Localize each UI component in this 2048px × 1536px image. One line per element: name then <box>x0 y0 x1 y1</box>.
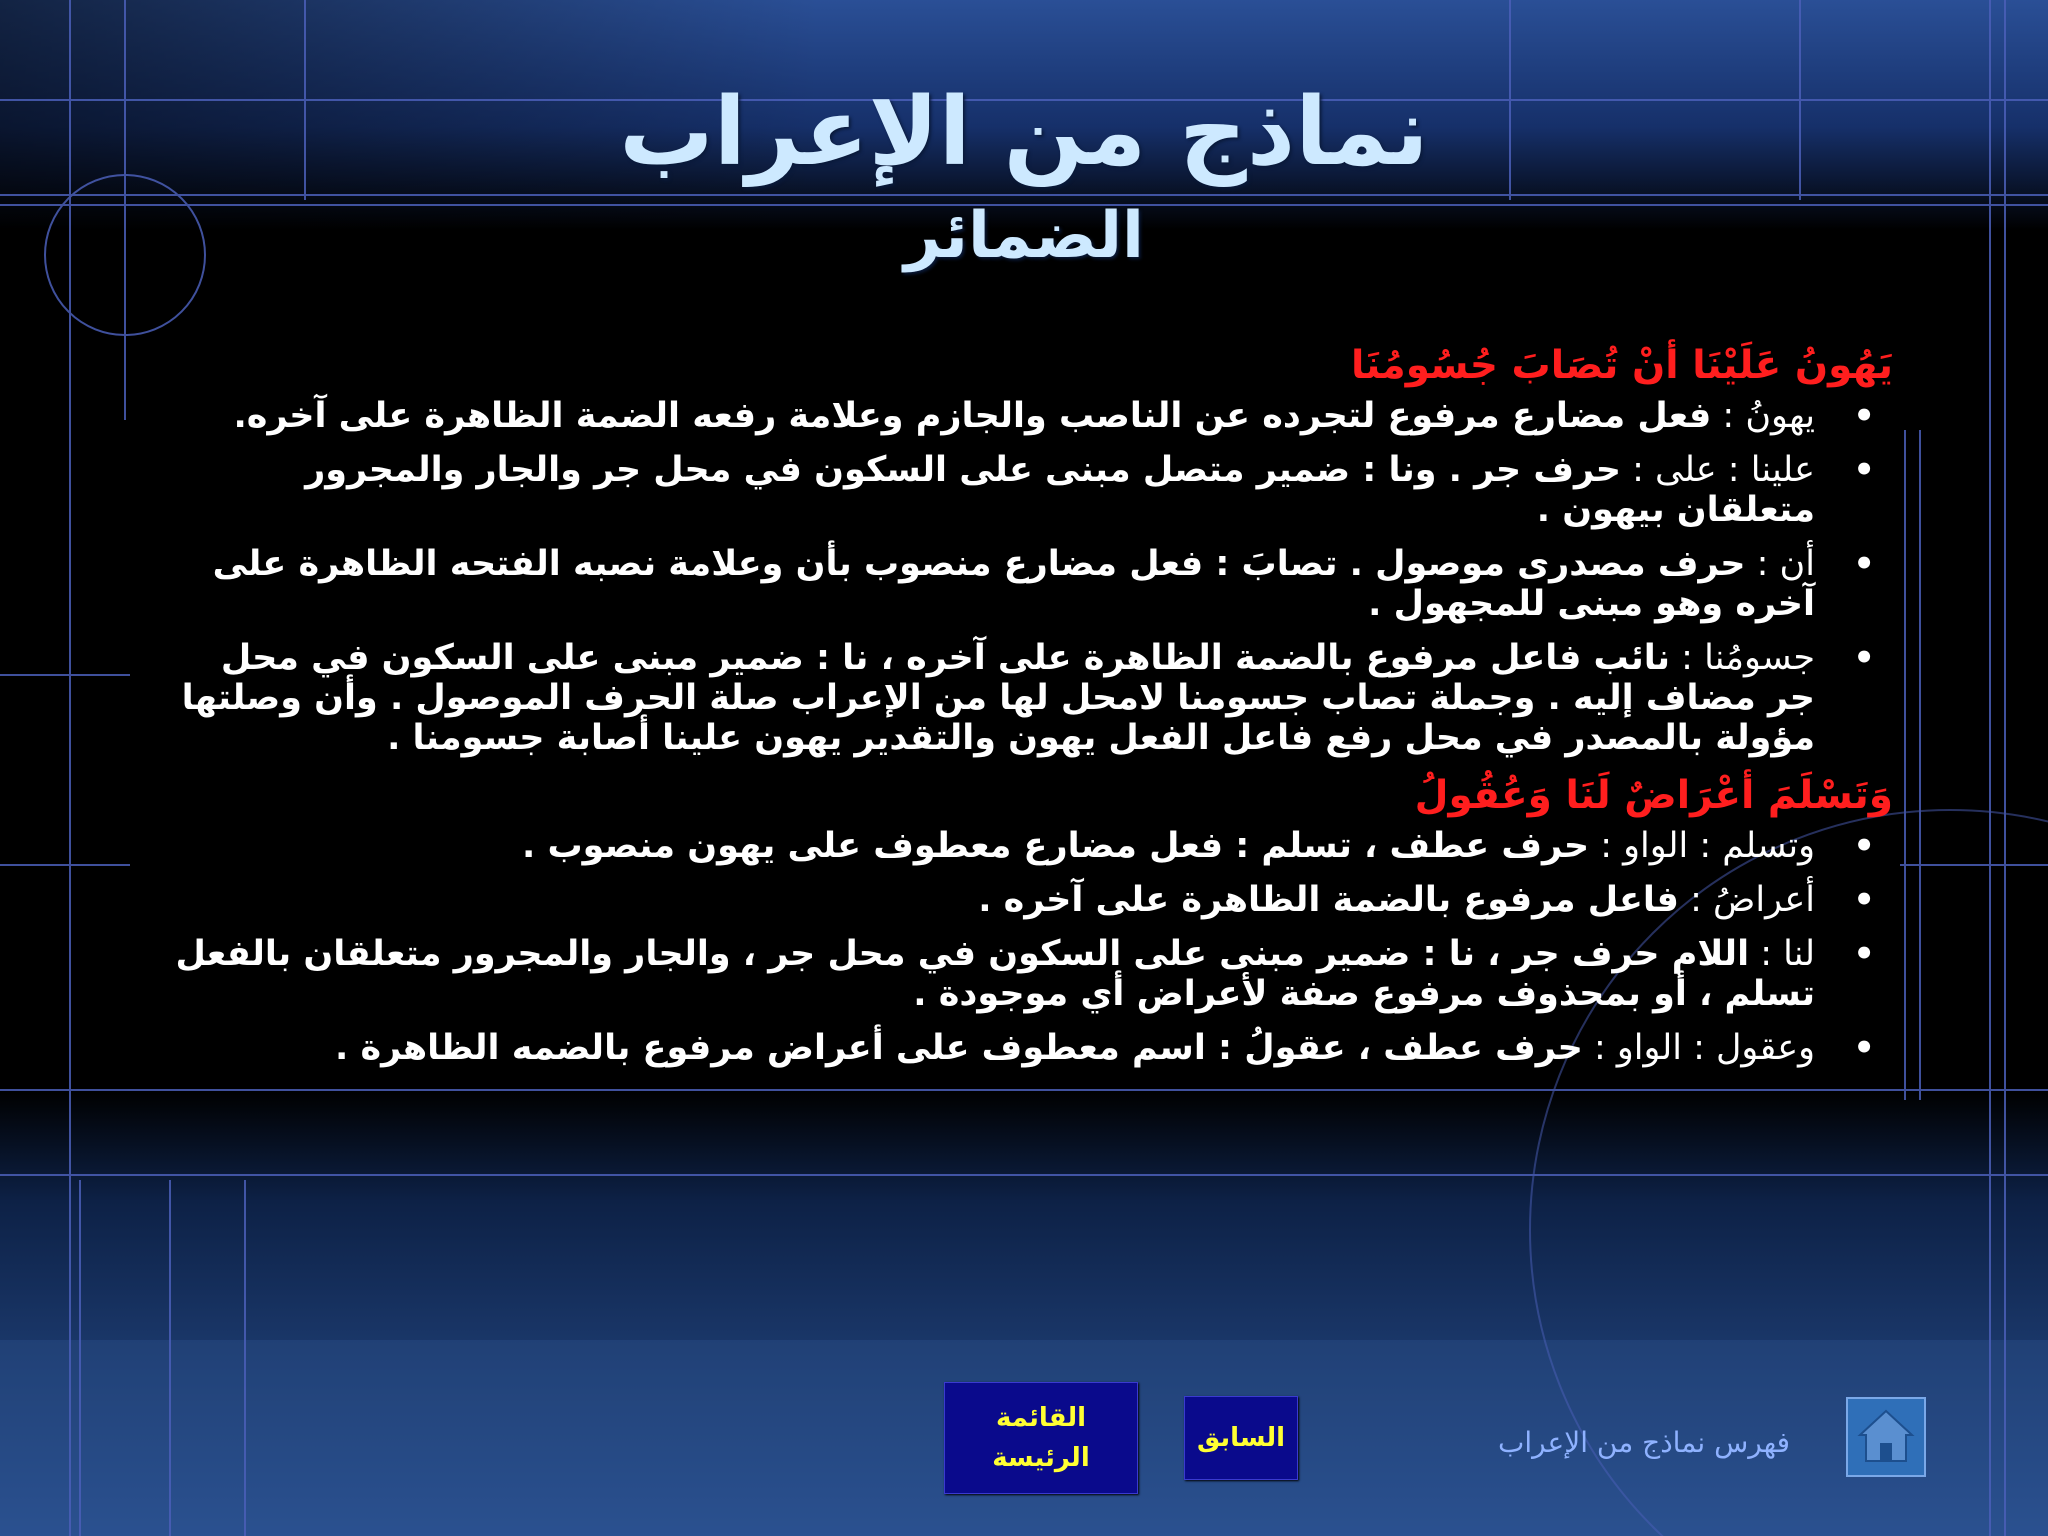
bullet: • <box>1853 1028 1875 1068</box>
analyzed-word: أن : <box>1745 544 1815 584</box>
bullet: • <box>1853 826 1875 866</box>
verse-first-half: يَهُونُ عَلَيْنَا أنْ تُصَابَ جُسُومُنَا <box>1350 343 1893 388</box>
analysis-text: نائب فاعل مرفوع بالضمة الظاهرة على آخره ، نا : ضمير مبنى على السكون في محل جر مضاف إليه . وجملة تصاب جسومنا لامحل لها من الإعراب صلة الحرف الموصول . وأن وصلتها مؤولة بالمصدر في محل رفع فاعل الفعل يهون والتقدير يهون علينا أصابة جسومنا . <box>181 638 1815 758</box>
analysis-content <box>163 342 1893 1082</box>
analyzed-word: أعراضُ : <box>1678 880 1815 920</box>
analysis-item <box>163 1028 1893 1068</box>
analysis-text: حرف مصدرى موصول . تصابَ : فعل مضارع منصوب بأن وعلامة نصبه الفتحه الظاهرة على آخره وهو مبنى للمجهول . <box>212 544 1815 624</box>
bullet: • <box>1853 544 1875 584</box>
analysis-text: فاعل مرفوع بالضمة الظاهرة على آخره . <box>978 880 1679 920</box>
previous-button[interactable]: السابق <box>1184 1396 1298 1480</box>
bullet: • <box>1853 450 1875 490</box>
main-menu-button[interactable] <box>944 1382 1138 1494</box>
analysis-item <box>163 396 1893 436</box>
home-icon <box>1848 1399 1924 1475</box>
analysis-item <box>163 934 1893 1014</box>
analysis-item <box>163 544 1893 624</box>
analyzed-word: لنا : <box>1749 934 1815 974</box>
analyzed-word: علينا : على : <box>1621 450 1815 490</box>
analyzed-word: يهونُ : <box>1711 396 1815 436</box>
analysis-text: اللام حرف جر ، نا : ضمير مبنى على السكون في محل جر ، والجار والمجرور متعلقان بالفعل تسلم ، أو بمحذوف مرفوع صفة لأعراض أي موجودة . <box>175 934 1815 1014</box>
analysis-item <box>163 880 1893 920</box>
analysis-item <box>163 450 1893 530</box>
analysis-text: فعل مضارع مرفوع لتجرده عن الناصب والجازم وعلامة رفعه الضمة الظاهرة على آخره. <box>233 396 1712 436</box>
analysis-text: حرف عطف ، تسلم : فعل مضارع معطوف على يهون منصوب . <box>521 826 1590 866</box>
verse-second-half: وَتَسْلَمَ أعْرَاضٌ لَنَا وَعُقُولُ <box>1414 773 1893 818</box>
slide-subtitle: الضمائر <box>904 199 1144 273</box>
analyzed-word: وتسلم : الواو : <box>1589 826 1815 866</box>
analysis-text: حرف عطف ، عقولُ : اسم معطوف على أعراض مرفوع بالضمه الظاهرة . <box>335 1028 1583 1068</box>
bullet: • <box>1853 934 1875 974</box>
bullet: • <box>1853 880 1875 920</box>
index-link[interactable]: فهرس نماذج من الإعراب <box>1497 1426 1790 1459</box>
slide-title: نماذج من الإعراب <box>619 78 1429 187</box>
main-menu-label-line2: الرئيسة <box>992 1443 1090 1473</box>
analyzed-word: وعقول : الواو : <box>1582 1028 1815 1068</box>
bullet: • <box>1853 638 1875 678</box>
analyzed-word: جسومُنا : <box>1670 638 1815 678</box>
bullet: • <box>1853 396 1875 436</box>
analysis-item <box>163 638 1893 758</box>
analysis-text: حرف جر . ونا : ضمير متصل مبنى على السكون في محل جر والجار والمجرور متعلقان بيهون . <box>305 450 1815 530</box>
main-menu-label-line1: القائمة <box>995 1403 1087 1433</box>
analysis-item <box>163 826 1893 866</box>
home-button[interactable] <box>1846 1397 1926 1477</box>
